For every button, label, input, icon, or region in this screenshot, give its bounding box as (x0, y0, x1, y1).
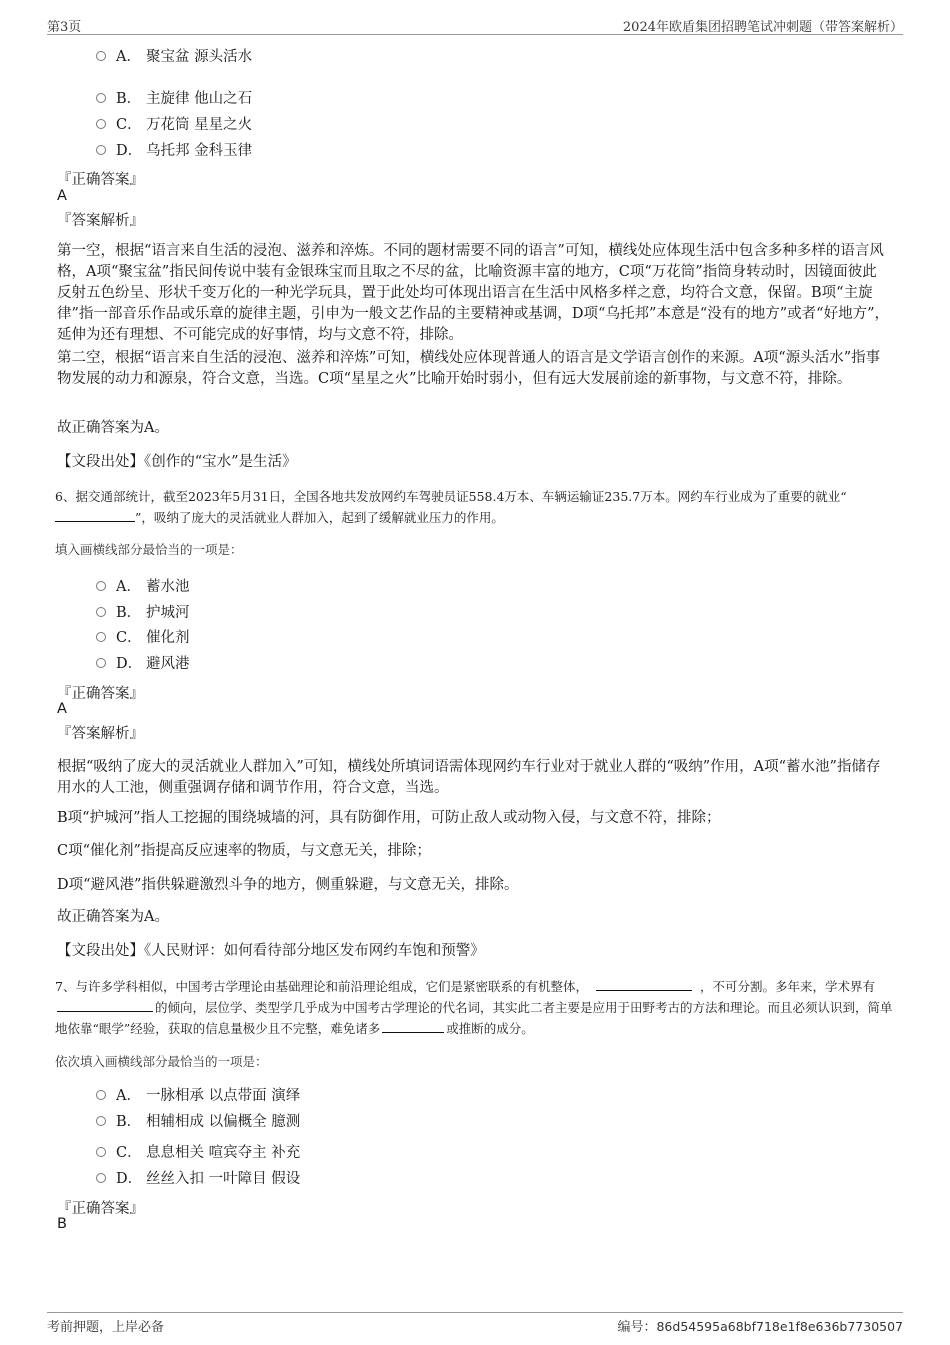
page-header (47, 14, 903, 35)
fill-blank (596, 977, 692, 991)
q7-option-a[interactable]: A． 一脉相承 以点带面 演绎 (96, 1086, 300, 1106)
answer-value: A (57, 188, 67, 204)
question-stem: 7、与许多学科相似，中国考古学理论由基础理论和前沿理论组成，它们是紧密联系的有机整体， ，不可分割。多年来，学术界有的倾向，层位学、类型学几乎成为中国考古学理论的代名词，其实此二者主要是应用于田野考古的方法和理论。而且必须认识到，简单地依靠“眼学”经验，获取的信息量极少且不完整，难免诸多 或推断的成分。 (55, 979, 893, 1036)
footer-slogan: 考前押题，上岸必备 (47, 1320, 165, 1335)
document-code: 编号：86d54595a68bf718e1f8e636b7730507 (617, 1319, 903, 1335)
conclusion: 故正确答案为A。 (57, 909, 169, 925)
radio-icon[interactable] (96, 93, 106, 103)
q5-option-c[interactable]: C． 万花筒 星星之火 (96, 115, 252, 135)
analysis-paragraph: B项“护城河”指人工挖掘的围绕城墙的河，具有防御作用，可防止敌人或动物入侵，与文意不符，排除； (57, 810, 721, 826)
source: 【文段出处】《人民财评：如何看待部分地区发布网约车饱和预警》 (57, 943, 485, 959)
analysis-paragraph: D项“避风港”指供躲避激烈斗争的地方，侧重躲避，与文意无关，排除。 (57, 877, 519, 893)
question-stem: 6、据交通部统计，截至2023年5月31日，全国各地共发放网约车驾驶员证558.4万本、车辆运输证235.7万本。网约车行业成为了重要的就业“ ”，吸纳了庞大的灵活就业人群加入，起到了缓解就业压力的作用。 (55, 489, 847, 525)
q7-option-d[interactable]: D． 丝丝入扣 一叶障目 假设 (96, 1169, 300, 1189)
radio-icon[interactable] (96, 1147, 106, 1157)
answer-label: 『正确答案』 (57, 1201, 144, 1217)
radio-icon[interactable] (96, 607, 106, 617)
q7-option-c[interactable]: C． 息息相关 喧宾夺主 补充 (96, 1143, 300, 1163)
fill-blank (57, 998, 153, 1012)
radio-icon[interactable] (96, 658, 106, 668)
fill-blank (55, 508, 135, 522)
analysis-paragraph: C项“催化剂”指提高反应速率的物质，与文意无关，排除； (57, 843, 431, 859)
q5-option-d[interactable]: D． 乌托邦 金科玉律 (96, 141, 252, 161)
q6-option-b[interactable]: B． 护城河 (96, 603, 190, 623)
page-footer (47, 1312, 903, 1335)
question-prompt: 填入画横线部分最恰当的一项是： (55, 542, 243, 557)
analysis-label: 『答案解析』 (57, 213, 144, 229)
radio-icon[interactable] (96, 1116, 106, 1126)
q5-option-a[interactable]: A． 聚宝盆 源头活水 (96, 47, 252, 67)
answer-value: A (57, 701, 67, 717)
q6-option-c[interactable]: C． 催化剂 (96, 628, 190, 648)
q5-option-b[interactable]: B． 主旋律 他山之石 (96, 89, 252, 109)
question-prompt: 依次填入画横线部分最恰当的一项是： (55, 1054, 268, 1069)
source: 【文段出处】《创作的“宝水”是生活》 (57, 454, 297, 470)
analysis-label: 『答案解析』 (57, 726, 144, 742)
analysis-paragraph: 根据“吸纳了庞大的灵活就业人群加入”可知，横线处所填词语需体现网约车行业对于就业人群的“吸纳”作用，A项“蓄水池”指储存用水的人工池，侧重强调存储和调节作用，符合文意，当选。 (57, 759, 881, 796)
radio-icon[interactable] (96, 119, 106, 129)
fill-blank (382, 1019, 444, 1033)
radio-icon[interactable] (96, 1173, 106, 1183)
radio-icon[interactable] (96, 632, 106, 642)
q6-option-a[interactable]: A． 蓄水池 (96, 577, 190, 597)
answer-label: 『正确答案』 (57, 686, 144, 702)
answer-value: B (57, 1216, 67, 1232)
answer-label: 『正确答案』 (57, 172, 144, 188)
radio-icon[interactable] (96, 145, 106, 155)
analysis-paragraph: 第二空，根据“语言来自生活的浸泡、滋养和淬炼”可知，横线处应体现普通人的语言是文学语言创作的来源。A项“源头活水”指事物发展的动力和源泉，符合文意，当选。C项“星星之火”比喻开始时弱小，但有远大发展前途的新事物，与文意不符，排除。 (57, 350, 881, 387)
conclusion: 故正确答案为A。 (57, 420, 169, 436)
radio-icon[interactable] (96, 581, 106, 591)
q7-option-b[interactable]: B． 相辅相成 以偏概全 臆测 (96, 1112, 300, 1132)
analysis-paragraph: 第一空，根据“语言来自生活的浸泡、滋养和淬炼。不同的题材需要不同的语言”可知，横线处应体现生活中包含多种多样的语言风格，A项“聚宝盆”指民间传说中装有金银珠宝而且取之不尽的盆，比喻资源丰富的地方，C项“万花筒”指筒身转动时，因镜面彼此反射五色纷呈、形状千变万化的一种光学玩具，置于此处均可体现出语言在生活中风格多样之意，均符合文意，保留。B项“主旋律”指一部音乐作品或乐章的旋律主题，引申为一般文艺作品的主要精神或基调，D项“乌托邦”本意是“没有的地方”或者“好地方”，延伸为还有理想、不可能完成的好事情，均与文意不符，排除。 (57, 243, 890, 343)
document-title: 2024年欧盾集团招聘笔试冲刺题（带答案解析） (622, 20, 903, 35)
q6-option-d[interactable]: D． 避风港 (96, 654, 190, 674)
radio-icon[interactable] (96, 51, 106, 61)
page-number: 第3页 (47, 20, 82, 35)
radio-icon[interactable] (96, 1090, 106, 1100)
